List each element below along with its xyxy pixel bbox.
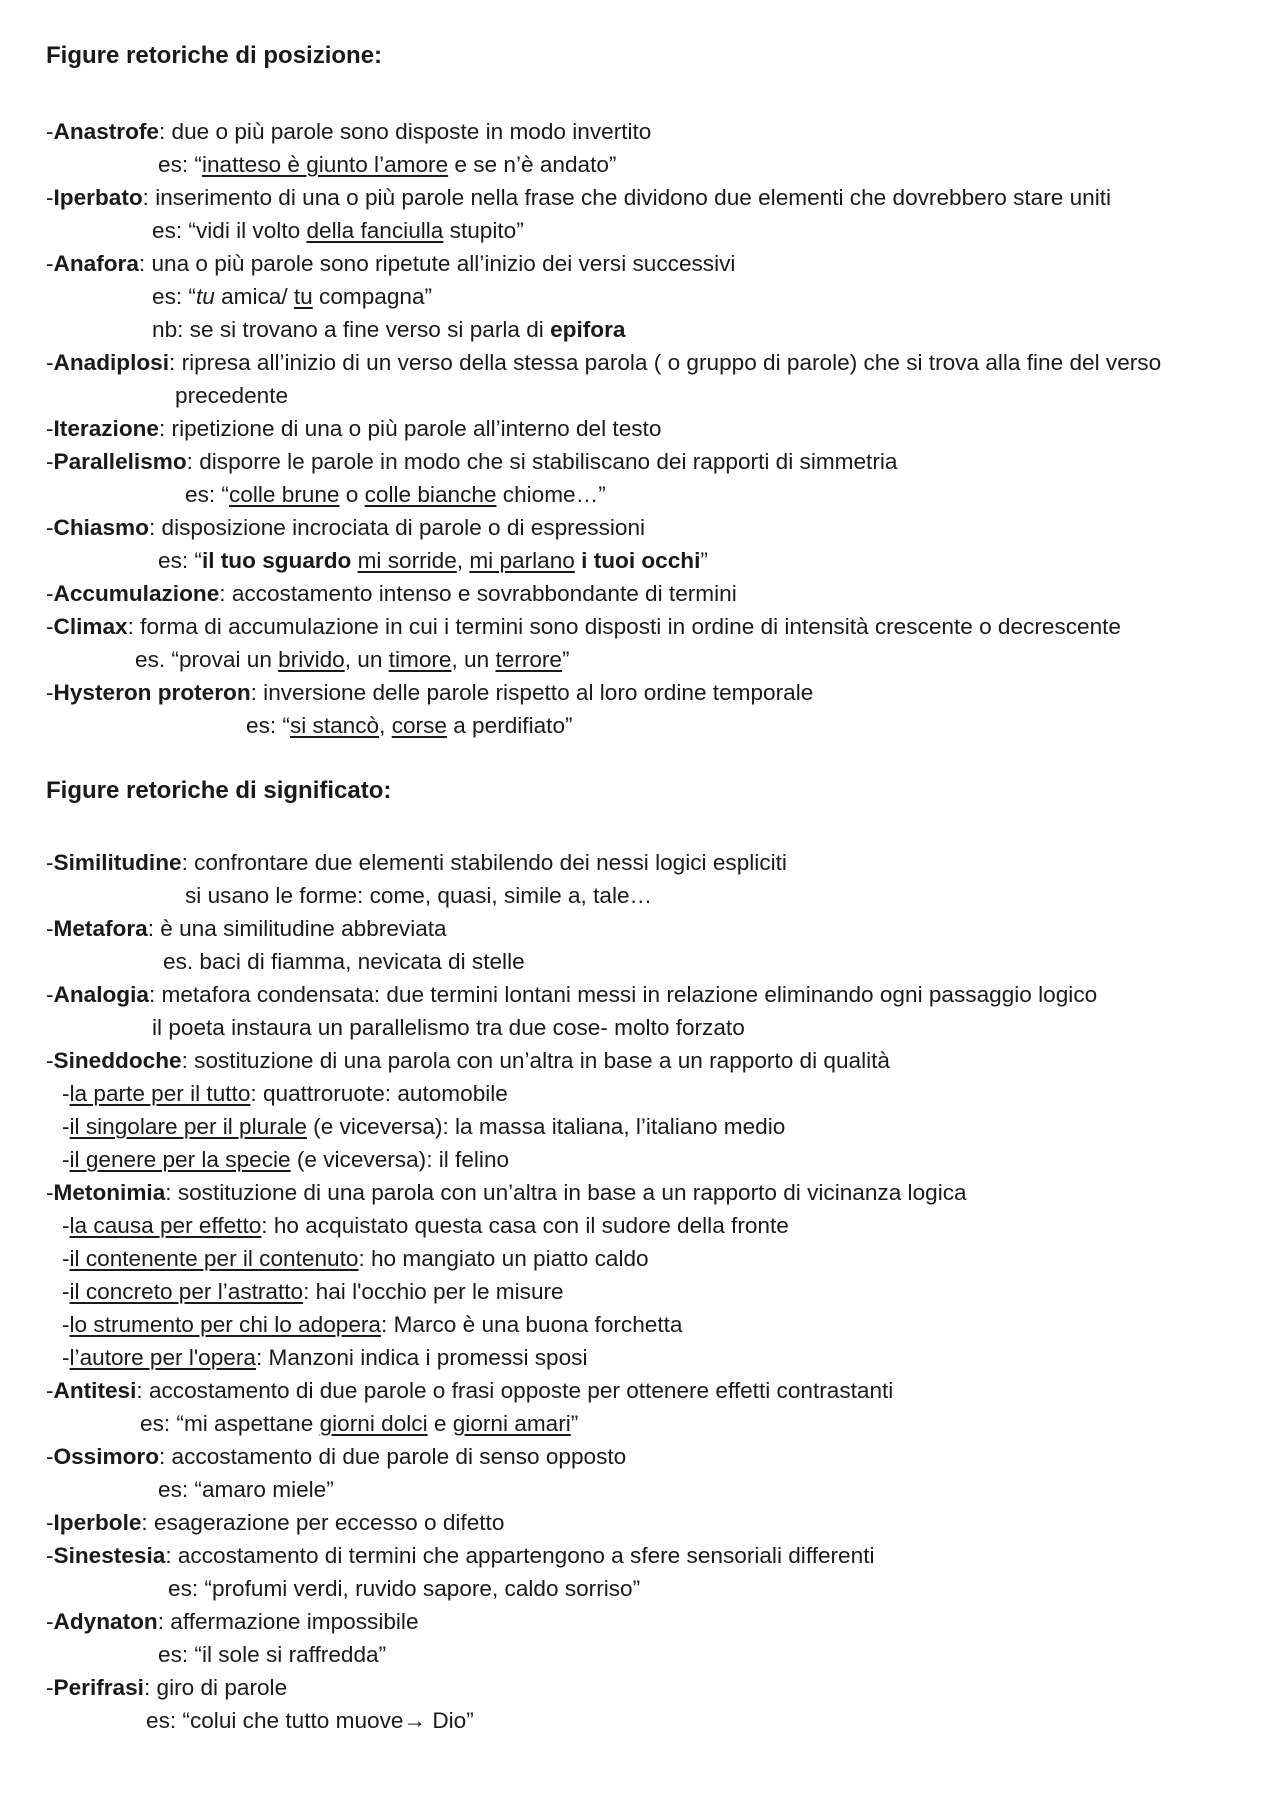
text-line bbox=[46, 613, 1121, 641]
text-line bbox=[62, 1278, 564, 1306]
text-segment: compagna” bbox=[312, 284, 433, 309]
text-segment: Figure retoriche di posizione: bbox=[46, 42, 383, 69]
text-segment: : inserimento di una o più parole nella frase che dividono due elementi che dovrebbero stare uniti bbox=[142, 185, 1112, 210]
text-segment: - bbox=[46, 350, 54, 375]
text-segment: - bbox=[46, 119, 54, 144]
underlined-example: la parte per il tutto bbox=[69, 1081, 251, 1106]
text-line bbox=[168, 1575, 640, 1603]
text-segment: : è una similitudine abbreviata bbox=[147, 916, 447, 941]
underlined-example: giorni dolci bbox=[319, 1411, 428, 1436]
section-heading bbox=[46, 42, 382, 70]
text-segment: : forma di accumulazione in cui i termini sono disposti in ordine di intensità crescente o decrescente bbox=[127, 614, 1121, 639]
text-line bbox=[46, 415, 661, 443]
text-line bbox=[185, 882, 652, 910]
underlined-example: il genere per la specie bbox=[69, 1147, 291, 1172]
underlined-example: mi parlano bbox=[469, 548, 575, 573]
bold-term: Sineddoche bbox=[53, 1048, 182, 1073]
text-line bbox=[152, 1014, 745, 1042]
text-segment: - bbox=[46, 1048, 54, 1073]
text-segment: : ripresa all’inizio di un verso della stessa parola ( o gruppo di parole) che si trova alla fine del verso bbox=[169, 350, 1162, 375]
text-segment: - bbox=[46, 1675, 54, 1700]
text-segment: es: “ bbox=[158, 152, 202, 177]
text-line bbox=[46, 349, 1161, 377]
text-segment: es: “ bbox=[185, 482, 229, 507]
text-segment: es: “ bbox=[246, 713, 290, 738]
text-segment: - bbox=[62, 1147, 70, 1172]
text-segment: es: “ bbox=[158, 548, 202, 573]
text-segment: Figure retoriche di significato: bbox=[46, 777, 392, 804]
text-segment: - bbox=[46, 1378, 54, 1403]
text-segment: - bbox=[46, 1543, 54, 1568]
bold-term: Anafora bbox=[53, 251, 139, 276]
underlined-example: tu bbox=[293, 284, 313, 309]
text-line bbox=[140, 1410, 578, 1438]
bold-term: Metonimia bbox=[53, 1180, 166, 1205]
text-segment: : accostamento intenso e sovrabbondante di termini bbox=[219, 581, 737, 606]
text-line bbox=[185, 481, 606, 509]
text-segment: es: “profumi verdi, ruvido sapore, caldo sorriso” bbox=[168, 1576, 641, 1601]
text-segment: - bbox=[46, 251, 54, 276]
text-segment: : accostamento di due parole di senso opposto bbox=[159, 1444, 627, 1469]
text-line bbox=[46, 1377, 893, 1405]
text-segment: : accostamento di due parole o frasi opposte per ottenere effetti contrastanti bbox=[136, 1378, 894, 1403]
text-line bbox=[62, 1311, 682, 1339]
underlined-example: il concreto per l’astratto bbox=[69, 1279, 304, 1304]
text-segment: : sostituzione di una parola con un’altra in base a un rapporto di qualità bbox=[181, 1048, 890, 1073]
text-line bbox=[158, 151, 616, 179]
text-line bbox=[46, 250, 735, 278]
text-segment: : sostituzione di una parola con un’altra in base a un rapporto di vicinanza logica bbox=[165, 1180, 967, 1205]
text-segment: : due o più parole sono disposte in modo invertito bbox=[159, 119, 652, 144]
text-segment: es: “il sole si raffredda” bbox=[158, 1642, 387, 1667]
text-line bbox=[46, 1542, 875, 1570]
text-line bbox=[46, 981, 1097, 1009]
bold-term: il tuo sguardo bbox=[201, 548, 352, 573]
text-segment: es. baci di fiamma, nevicata di stelle bbox=[163, 949, 525, 974]
text-segment: stupito” bbox=[443, 218, 524, 243]
underlined-example: corse bbox=[391, 713, 447, 738]
text-segment: es: “vidi il volto bbox=[152, 218, 307, 243]
text-segment: - bbox=[62, 1081, 70, 1106]
text-segment: : metafora condensata: due termini lontani messi in relazione eliminando ogni passaggio logico bbox=[148, 982, 1098, 1007]
bold-term: Ossimoro bbox=[53, 1444, 159, 1469]
bold-term: Anadiplosi bbox=[53, 350, 170, 375]
text-segment: es: “colui che tutto muove→ Dio” bbox=[146, 1708, 474, 1733]
underlined-example: mi sorride bbox=[357, 548, 457, 573]
text-line bbox=[62, 1146, 509, 1174]
text-segment: : ho acquistato questa casa con il sudore della fronte bbox=[261, 1213, 789, 1238]
text-line bbox=[46, 448, 897, 476]
text-segment: : Marco è una buona forchetta bbox=[381, 1312, 683, 1337]
text-line bbox=[46, 118, 651, 146]
text-segment: , un bbox=[451, 647, 496, 672]
text-line bbox=[46, 915, 447, 943]
text-line bbox=[146, 1707, 474, 1735]
text-segment: (e viceversa): la massa italiana, l’italiano medio bbox=[306, 1114, 786, 1139]
underlined-example: della fanciulla bbox=[306, 218, 444, 243]
text-segment: - bbox=[62, 1114, 70, 1139]
italic-word: tu bbox=[195, 284, 215, 309]
text-segment: ” bbox=[570, 1411, 579, 1436]
text-segment: - bbox=[46, 982, 54, 1007]
text-segment: amica/ bbox=[214, 284, 294, 309]
text-segment: ” bbox=[562, 647, 570, 672]
text-segment: - bbox=[62, 1312, 70, 1337]
text-segment: - bbox=[46, 185, 54, 210]
text-line bbox=[62, 1212, 789, 1240]
bold-term: Antitesi bbox=[53, 1378, 137, 1403]
text-line bbox=[135, 646, 570, 674]
text-line bbox=[158, 1641, 386, 1669]
text-segment: : hai l'occhio per le misure bbox=[303, 1279, 564, 1304]
bold-term: i tuoi occhi bbox=[581, 548, 701, 573]
text-segment: ” bbox=[700, 548, 708, 573]
text-segment: , bbox=[379, 713, 392, 738]
text-segment: chiome…” bbox=[496, 482, 606, 507]
text-line bbox=[152, 283, 432, 311]
text-segment: - bbox=[46, 850, 54, 875]
text-segment: si usano le forme: come, quasi, simile a, tale… bbox=[185, 883, 653, 908]
bold-term: Iperbato bbox=[53, 185, 143, 210]
text-segment: - bbox=[62, 1213, 70, 1238]
bold-term: Parallelismo bbox=[53, 449, 187, 474]
text-segment: : una o più parole sono ripetute all’inizio dei versi successivi bbox=[138, 251, 736, 276]
text-segment: : quattroruote: automobile bbox=[250, 1081, 508, 1106]
bold-term: Adynaton bbox=[53, 1609, 158, 1634]
text-line bbox=[163, 948, 525, 976]
text-segment: (e viceversa): il felino bbox=[290, 1147, 510, 1172]
text-segment: : esagerazione per eccesso o difetto bbox=[141, 1510, 505, 1535]
bold-term: Sinestesia bbox=[53, 1543, 166, 1568]
text-segment: e se n’è andato” bbox=[448, 152, 617, 177]
bold-term: Chiasmo bbox=[53, 515, 149, 540]
text-line bbox=[46, 1674, 287, 1702]
bold-term: Similitudine bbox=[53, 850, 182, 875]
text-segment: es: “ bbox=[152, 284, 196, 309]
bold-term: Hysteron proteron bbox=[53, 680, 251, 705]
text-segment: precedente bbox=[175, 383, 289, 408]
text-line bbox=[152, 316, 625, 344]
bold-term: Accumulazione bbox=[53, 581, 220, 606]
underlined-example: il singolare per il plurale bbox=[69, 1114, 307, 1139]
bold-term: Iterazione bbox=[53, 416, 159, 441]
text-segment: : disposizione incrociata di parole o di espressioni bbox=[148, 515, 646, 540]
text-segment: : ho mangiato un piatto caldo bbox=[358, 1246, 649, 1271]
text-segment: : Manzoni indica i promessi sposi bbox=[255, 1345, 588, 1370]
text-segment: - bbox=[46, 916, 54, 941]
text-line bbox=[46, 1047, 890, 1075]
bold-term: Metafora bbox=[53, 916, 148, 941]
text-segment: es: “amaro miele” bbox=[158, 1477, 334, 1502]
bold-term: Analogia bbox=[53, 982, 149, 1007]
underlined-example: lo strumento per chi lo adopera bbox=[69, 1312, 382, 1337]
text-segment: , un bbox=[344, 647, 389, 672]
text-segment: - bbox=[46, 416, 54, 441]
text-line bbox=[46, 1179, 967, 1207]
text-segment: - bbox=[62, 1345, 70, 1370]
text-segment: - bbox=[46, 614, 54, 639]
text-line bbox=[46, 514, 645, 542]
text-segment: - bbox=[46, 1609, 54, 1634]
underlined-example: si stancò bbox=[289, 713, 380, 738]
underlined-example: giorni amari bbox=[452, 1411, 571, 1436]
text-segment: : inversione delle parole rispetto al loro ordine temporale bbox=[250, 680, 814, 705]
text-segment: - bbox=[62, 1246, 70, 1271]
text-segment: il poeta instaura un parallelismo tra due cose- molto forzato bbox=[152, 1015, 745, 1040]
text-line bbox=[158, 1476, 334, 1504]
text-line bbox=[62, 1080, 508, 1108]
text-segment: nb: se si trovano a fine verso si parla di bbox=[152, 317, 551, 342]
underlined-example: il contenente per il contenuto bbox=[69, 1246, 359, 1271]
text-line bbox=[46, 580, 737, 608]
text-segment: : disporre le parole in modo che si stabiliscano dei rapporti di simmetria bbox=[186, 449, 898, 474]
text-segment: a perdifiato” bbox=[446, 713, 573, 738]
bold-term: epifora bbox=[550, 317, 626, 342]
bold-term: Anastrofe bbox=[53, 119, 159, 144]
text-segment: es. “provai un bbox=[135, 647, 279, 672]
text-segment: o bbox=[339, 482, 365, 507]
text-line bbox=[62, 1344, 587, 1372]
text-line bbox=[46, 1608, 419, 1636]
text-segment: : accostamento di termini che appartengono a sfere sensoriali differenti bbox=[165, 1543, 875, 1568]
text-line bbox=[152, 217, 524, 245]
text-line bbox=[62, 1113, 785, 1141]
text-segment: - bbox=[46, 449, 54, 474]
text-segment: - bbox=[46, 1180, 54, 1205]
text-segment: : affermazione impossibile bbox=[157, 1609, 419, 1634]
underlined-example: brivido bbox=[278, 647, 345, 672]
text-segment: - bbox=[46, 1444, 54, 1469]
underlined-example: colle brune bbox=[228, 482, 340, 507]
text-segment: , bbox=[456, 548, 470, 573]
text-line bbox=[46, 1509, 504, 1537]
bold-term: Iperbole bbox=[53, 1510, 142, 1535]
section-heading bbox=[46, 777, 391, 805]
text-line bbox=[46, 184, 1111, 212]
text-line bbox=[158, 547, 708, 575]
text-segment: - bbox=[46, 515, 54, 540]
text-segment: - bbox=[62, 1279, 70, 1304]
text-segment: - bbox=[46, 1510, 54, 1535]
bold-term: Climax bbox=[53, 614, 128, 639]
underlined-example: terrore bbox=[495, 647, 562, 672]
text-segment: e bbox=[427, 1411, 453, 1436]
text-segment: : confrontare due elementi stabilendo dei nessi logici espliciti bbox=[181, 850, 787, 875]
text-line bbox=[46, 1443, 626, 1471]
underlined-example: colle bianche bbox=[364, 482, 497, 507]
text-line bbox=[62, 1245, 649, 1273]
underlined-example: timore bbox=[388, 647, 452, 672]
underlined-example: l’autore per l'opera bbox=[69, 1345, 256, 1370]
text-line bbox=[246, 712, 573, 740]
underlined-example: la causa per effetto bbox=[69, 1213, 262, 1238]
text-segment: : ripetizione di una o più parole all’interno del testo bbox=[159, 416, 662, 441]
text-segment: - bbox=[46, 581, 54, 606]
text-line bbox=[46, 849, 787, 877]
text-line bbox=[46, 679, 813, 707]
underlined-example: inatteso è giunto l’amore bbox=[201, 152, 449, 177]
bold-term: Perifrasi bbox=[53, 1675, 144, 1700]
text-line bbox=[175, 382, 288, 410]
text-segment: - bbox=[46, 680, 54, 705]
text-segment: es: “mi aspettane bbox=[140, 1411, 320, 1436]
text-segment: : giro di parole bbox=[143, 1675, 288, 1700]
